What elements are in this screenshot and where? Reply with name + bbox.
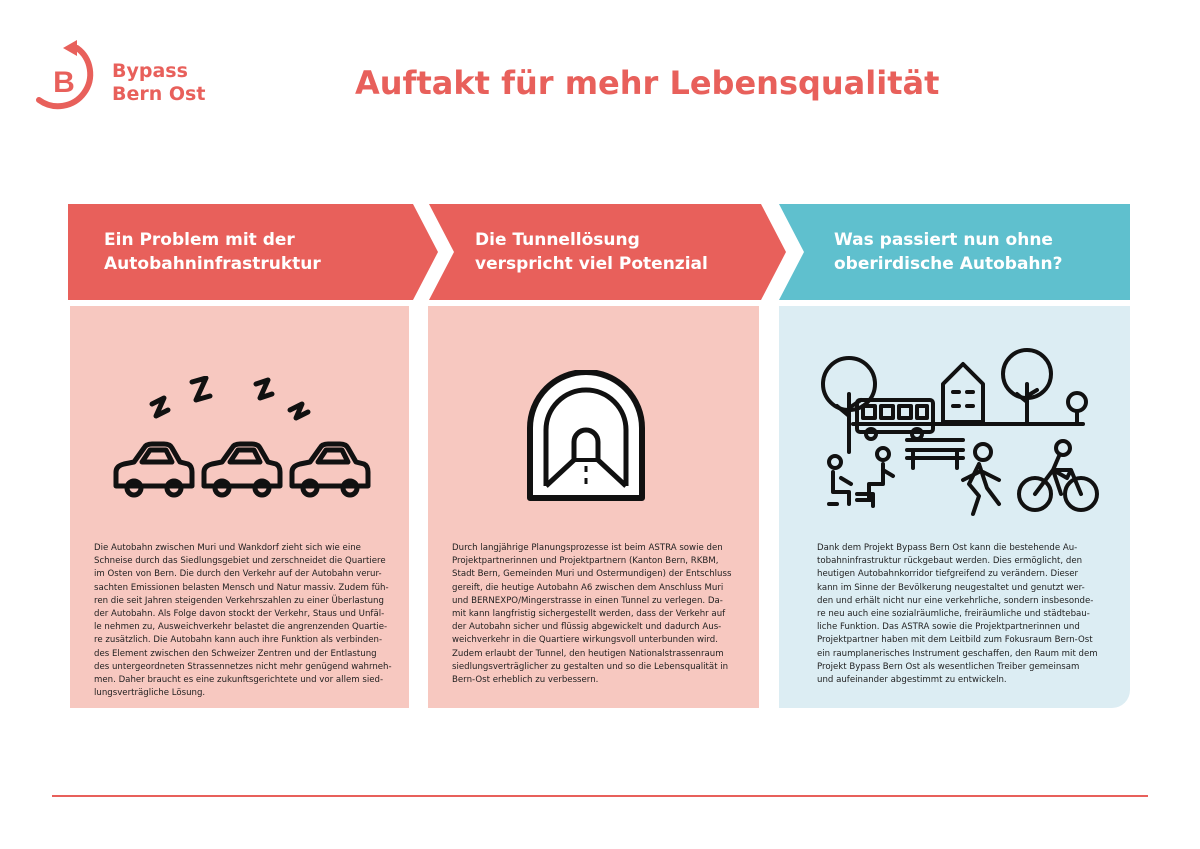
column-1-title-line-1: Ein Problem mit der — [104, 230, 295, 250]
problem-card-text: Die Autobahn zwischen Muri und Wankdorf zieht sich wie eine Schneise durch das Siedlungsgebiet und zerschneidet die Quartiere im Osten von Bern. Die durch den Verkehr auf der Autobahn verur- sachten Emissionen belasten Mensch und Natur massiv. Zudem füh- ren die seit Jahren steigenden Verkehrszahlen zu einer Überlastung der Autobahn. Als Folge davon stockt der Verkehr, Staus und Unfäl- le nehmen zu, Ausweichverkehr belastet die angrenzenden Quartie- re zusätzlich. Die Autobahn kann auch ihre Funktion als verbinden- des Element zwischen den Schweizer Zentren und der Entlastung des untergeordneten Strassennetzes nicht mehr genügend wahrneh- men. Daher braucht es eine zukunftsgerichtete und vor allem sied- lungsverträgliche Lösung. — [94, 543, 392, 699]
future-card-text: Dank dem Projekt Bypass Bern Ost kann die bestehende Au- tobahninfrastruktur rückgebaut werden. Dies ermöglicht, den heutigen Autobahnkorridor tiefgreifend zu verändern. Dieser kann im Sinne der Bevölkerung neugestaltet und genutzt wer- den und erhält nicht nur eine verkehrliche, sondern insbesonde- re neu auch eine sozialräumliche, freiräumliche und städtebau- liche Funktion. Das ASTRA sowie die Projektpartnerinnen und Projektpartner haben mit dem Leitbild zum Fokusraum Bern-Ost ein raumplanerisches Instrument geschaffen, den Raum mit dem Projekt Bypass Bern Ost als wesentlichen Treiber gemeinsam und aufeinander abgestimmt zu entwickeln. — [817, 543, 1098, 686]
traffic-jam-icon — [108, 376, 390, 502]
column-1-title — [104, 228, 321, 276]
column-2-title-line-2: verspricht viel Potenzial — [475, 254, 708, 274]
column-2-title — [475, 228, 708, 276]
brand-logo[interactable] — [30, 38, 220, 122]
urban-life-icon — [813, 344, 1103, 518]
tunnel-icon — [524, 370, 648, 502]
logo-line-2: Bern Ost — [112, 83, 206, 105]
future-card — [779, 306, 1130, 708]
tunnel-card — [428, 306, 759, 708]
column-1-title-line-2: Autobahninfrastruktur — [104, 254, 321, 274]
logo-letter: B — [53, 66, 75, 99]
logo-line-1: Bypass — [112, 60, 188, 82]
logo-wordmark — [112, 60, 205, 106]
bypass-arrow-logo-icon — [30, 38, 110, 122]
column-3-title-line-1: Was passiert nun ohne — [834, 230, 1053, 250]
column-3-title-line-2: oberirdische Autobahn? — [834, 254, 1063, 274]
problem-card — [70, 306, 409, 708]
footer-divider — [52, 795, 1148, 797]
column-3-title — [834, 228, 1063, 276]
column-2-title-line-1: Die Tunnellösung — [475, 230, 640, 250]
tunnel-card-text: Durch langjährige Planungsprozesse ist beim ASTRA sowie den Projektpartnerinnen und Projektpartnern (Kanton Bern, RKBM, Stadt Bern, Gemeinden Muri und Ostermundigen) der Entschluss gereift, die heutige Autobahn A6 zwischen dem Anschluss Muri und BERNEXPO/Mingerstrasse in einen Tunnel zu verlegen. Da- mit kann langfristig sichergestellt werden, dass der Verkehr auf der Autobahn sicher und flüssig abgewickelt und dadurch Aus- weichverkehr in die Quartiere wirkungsvoll unterbunden wird. Zudem erlaubt der Tunnel, den heutigen Nationalstrassenraum siedlungsverträglicher zu gestalten und so die Lebensqualität in Bern-Ost erheblich zu verbessern. — [452, 543, 732, 686]
page-title: Auftakt für mehr Lebensqualität — [355, 64, 940, 102]
